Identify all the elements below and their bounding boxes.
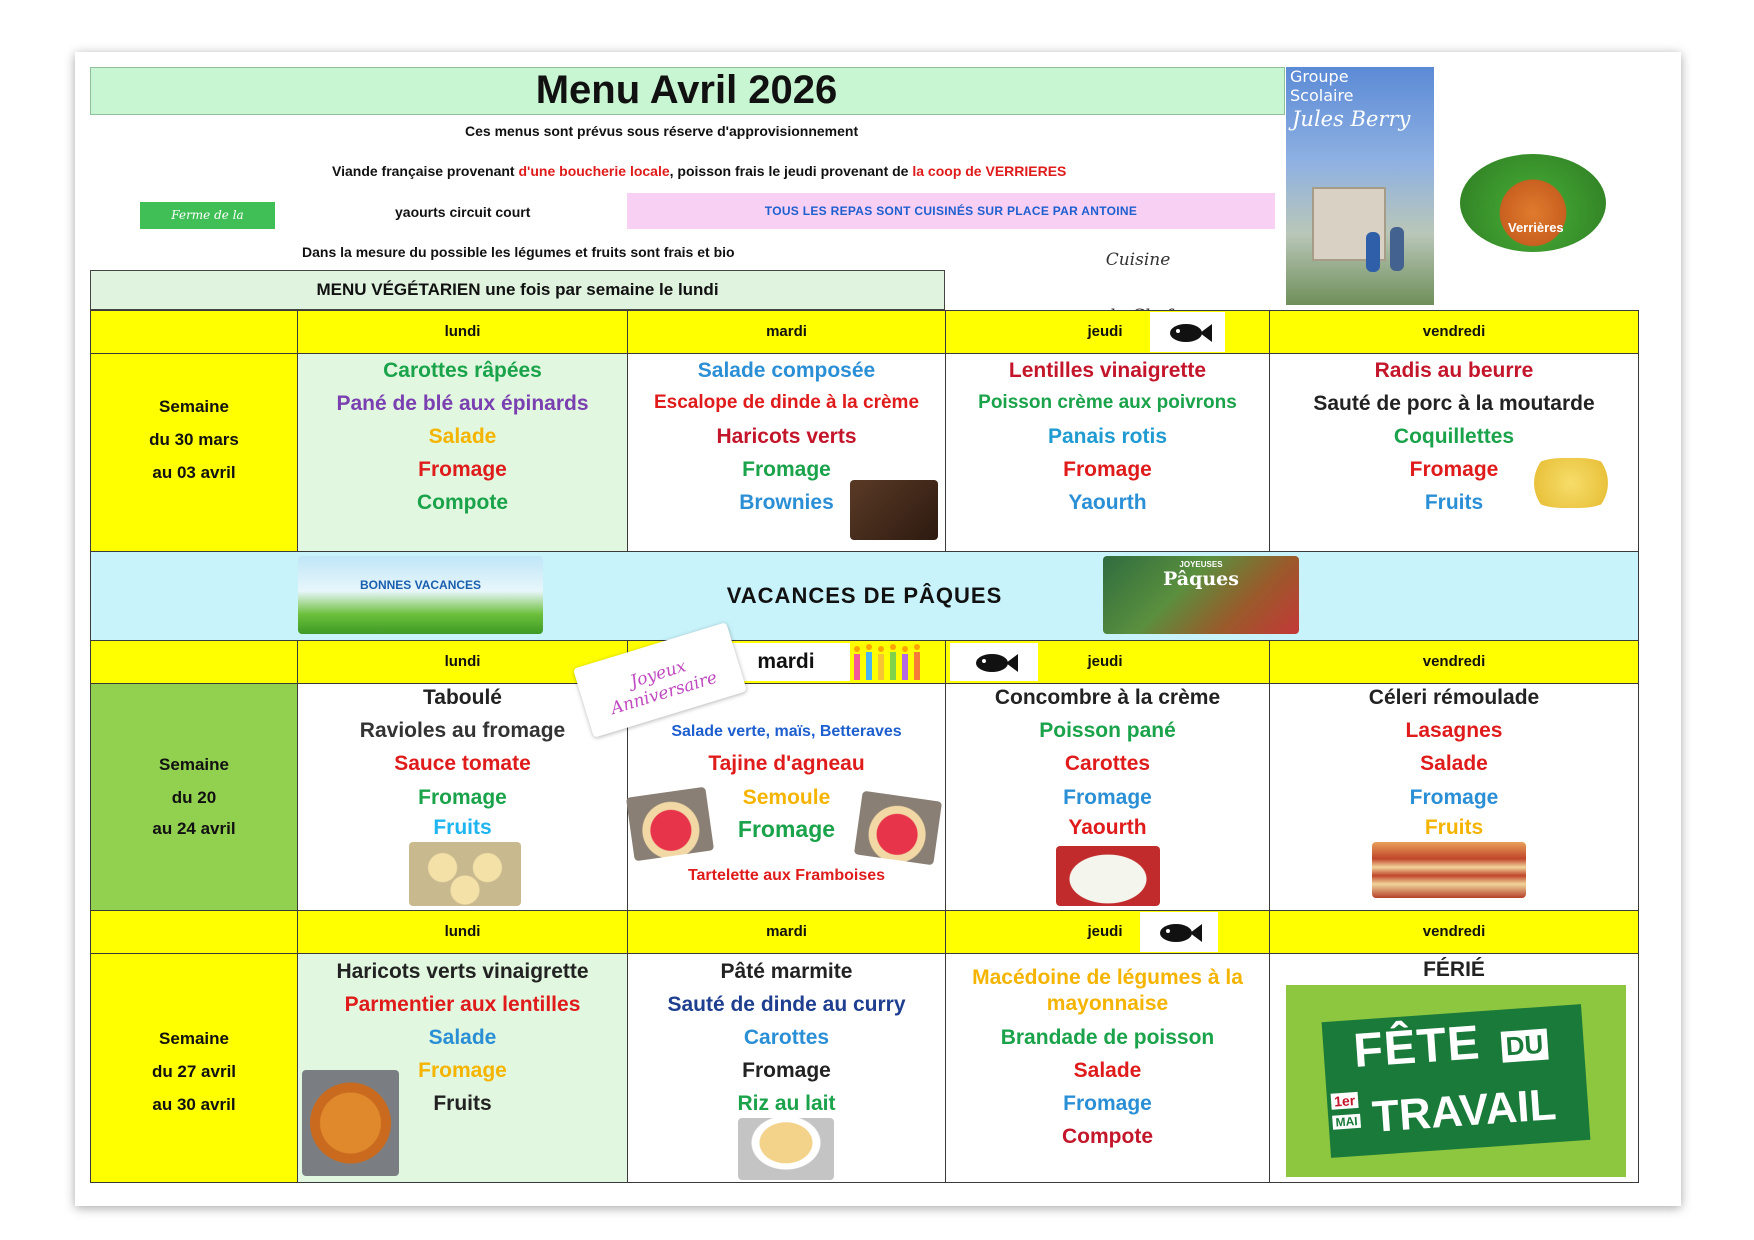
verrieres-logo	[1460, 154, 1606, 252]
fete-1er-text: 1er	[1331, 1092, 1359, 1110]
dish: Sauté de porc à la moutarde	[1313, 392, 1595, 415]
du-text: DU	[1501, 1029, 1549, 1063]
bonnes-vacances-banner	[298, 556, 543, 634]
dish: Lasagnes	[1405, 719, 1503, 742]
brownies-image	[850, 480, 938, 540]
dish: Salade	[428, 1026, 497, 1049]
dish: Salade	[1073, 1059, 1142, 1082]
dish: Fromage	[742, 458, 831, 481]
week-label-line: au 30 avril	[152, 1095, 236, 1114]
cooked-onsite-text: TOUS LES REPAS SONT CUISINÉS SUR PLACE PAR ANTOINE	[764, 204, 1138, 218]
dish: Fromage	[1063, 1092, 1152, 1115]
dish: Carottes	[1064, 752, 1151, 775]
dish: Yaourth	[1068, 816, 1147, 839]
dish: Fruits	[1424, 816, 1484, 839]
dish: Fromage	[418, 458, 507, 481]
dish: Céleri rémoulade	[1368, 686, 1540, 709]
dish: Tartelette aux Framboises	[687, 867, 886, 884]
day-label: vendredi	[1422, 923, 1486, 940]
dish: Salade verte, maïs, Betteraves	[671, 723, 902, 740]
note-meat-a: Viande française provenant	[332, 163, 519, 179]
dish: Pâté marmite	[720, 960, 853, 983]
dish: Sauce tomate	[394, 752, 531, 775]
header-empty-cell	[90, 310, 298, 354]
dish: Fromage	[1063, 786, 1152, 809]
school-name-3: Jules Berry	[1292, 107, 1411, 131]
note-yaourts: yaourts circuit court	[395, 204, 531, 220]
dish: Salade composée	[697, 359, 876, 382]
dish: Fruits	[433, 1092, 492, 1115]
dish: Haricots verts vinaigrette	[336, 960, 589, 983]
dish: Fromage	[742, 1059, 831, 1082]
ravioles-image	[409, 842, 521, 906]
ferme-logo: Ferme de la Fayaudrie	[140, 202, 275, 229]
day-label: lundi	[444, 323, 481, 340]
week-label-line: Semaine	[159, 1029, 229, 1048]
dish: Fromage	[418, 786, 507, 809]
dish: Fromage	[1409, 786, 1499, 809]
child-figure-icon	[1390, 227, 1404, 271]
pasta-image	[1525, 458, 1617, 508]
dish: Riz au lait	[737, 1092, 836, 1115]
vacances-label: VACANCES DE PÂQUES	[726, 583, 1003, 608]
header-empty-cell	[90, 910, 298, 954]
dish: Semoule	[742, 786, 831, 809]
joyeuses-paques-banner	[1103, 556, 1299, 634]
week-label-line: Semaine	[159, 755, 229, 774]
candles-icon	[848, 640, 938, 684]
lasagnes-image	[1372, 842, 1526, 898]
week-label-line: du 30 mars	[149, 430, 239, 449]
tartelette-image	[626, 787, 714, 862]
ferie-label: FÉRIÉ	[1423, 958, 1485, 981]
note-meat-c: , poisson frais le jeudi provenant de	[669, 163, 913, 179]
travail-text: TRAVAIL	[1370, 1080, 1558, 1142]
dish: Macédoine de légumes à la	[972, 966, 1243, 989]
note-meat-b: d'une boucherie locale	[518, 163, 670, 179]
fish-icon-box	[1150, 312, 1225, 352]
vegetarian-note: MENU VÉGÉTARIEN une fois par semaine le lundi	[316, 280, 719, 299]
school-name-1: Groupe	[1290, 67, 1349, 86]
dish: Compote	[417, 491, 508, 514]
parmentier-image	[302, 1070, 399, 1176]
dish: Fruits	[433, 816, 492, 839]
dish: Ravioles au fromage	[359, 719, 566, 742]
week-label-line: du 20	[171, 788, 217, 807]
note-bio: Dans la mesure du possible les légumes et fruits sont frais et bio	[302, 244, 735, 260]
dish: Carottes râpées	[383, 359, 542, 382]
dish: Fromage	[1063, 458, 1152, 481]
header-empty-cell	[90, 640, 298, 684]
joyeuses-small-text: JOYEUSES	[1179, 560, 1223, 569]
dish: Taboulé	[423, 686, 502, 709]
dish: Poisson pané	[1039, 719, 1176, 742]
child-figure-icon	[1366, 232, 1380, 272]
week-label-line: du 27 avril	[151, 1062, 237, 1081]
fish-icon-box	[1140, 912, 1218, 952]
dish: Fromage	[1409, 458, 1499, 481]
verrieres-logo-text: Verrières	[1508, 220, 1564, 235]
dish: Sauté de dinde au curry	[667, 993, 906, 1016]
fete-text: FÊTE	[1351, 1016, 1482, 1078]
week-label-line: au 03 avril	[152, 463, 236, 482]
day-label: mardi	[766, 923, 807, 940]
paques-text: Pâques	[1163, 568, 1239, 590]
day-label: jeudi	[1087, 923, 1123, 940]
fete-mai-text: MAI	[1332, 1114, 1361, 1130]
dish: Salade	[1420, 752, 1488, 775]
dish: Parmentier aux lentilles	[344, 993, 581, 1016]
dish: Fromage	[418, 1059, 507, 1082]
day-label: lundi	[444, 653, 481, 670]
dish: Brownies	[739, 491, 834, 514]
dish: Fruits	[1424, 491, 1484, 514]
dish: Escalope de dinde à la crème	[653, 392, 920, 413]
anniversaire-text: Joyeux Anniversaire	[608, 656, 720, 720]
fete-du-travail-banner	[1286, 985, 1626, 1177]
dish: Concombre à la crème	[994, 686, 1221, 709]
day-label: lundi	[444, 923, 481, 940]
fish-icon	[1140, 912, 1218, 952]
school-logo	[1286, 67, 1434, 305]
dish: Lentilles vinaigrette	[1008, 359, 1207, 382]
concombre-image	[1056, 846, 1160, 906]
fish-icon-box	[950, 643, 1038, 681]
day-label: mardi	[766, 323, 807, 340]
page-title: Menu Avril 2026	[535, 68, 838, 112]
dish: Haricots verts	[716, 425, 857, 448]
day-label: mardi	[722, 643, 850, 681]
cuisine-chef-logo: Cuisine	[1105, 250, 1171, 270]
day-label: jeudi	[1087, 653, 1123, 670]
dish: Panais rotis	[1047, 425, 1168, 448]
dish: Tajine d'agneau	[708, 752, 865, 775]
dish: Salade	[428, 425, 497, 448]
day-label: jeudi	[1087, 323, 1123, 340]
dish: Poisson crème aux poivrons	[978, 392, 1237, 413]
dish: Compote	[1062, 1125, 1153, 1148]
dish: Radis au beurre	[1374, 359, 1534, 382]
note-meat	[332, 163, 1066, 179]
dish: Fromage	[737, 816, 836, 842]
fish-icon	[1150, 312, 1225, 352]
dish: Brandade de poisson	[1000, 1026, 1215, 1049]
fish-icon	[950, 643, 1038, 681]
dish: Pané de blé aux épinards	[336, 392, 589, 415]
dish: Carottes	[743, 1026, 830, 1049]
candles-image	[848, 640, 938, 684]
dish: Coquillettes	[1393, 425, 1515, 448]
riz-au-lait-image	[738, 1118, 834, 1180]
school-name-2: Scolaire	[1290, 86, 1354, 105]
fete-du-travail-sign	[1322, 1004, 1591, 1158]
dish: Yaourth	[1068, 491, 1147, 514]
note-meat-d: la coop de VERRIERES	[912, 163, 1067, 179]
week-label-line: au 24 avril	[152, 819, 236, 838]
dish: mayonnaise	[1046, 992, 1169, 1015]
tartelette-image	[854, 791, 942, 866]
day-label: vendredi	[1422, 323, 1486, 340]
note-supply: Ces menus sont prévus sous réserve d'approvisionnement	[465, 123, 859, 139]
day-label: vendredi	[1422, 653, 1486, 670]
week-label-line: Semaine	[159, 397, 229, 416]
bonnes-vacances-text: BONNES VACANCES	[359, 578, 482, 592]
